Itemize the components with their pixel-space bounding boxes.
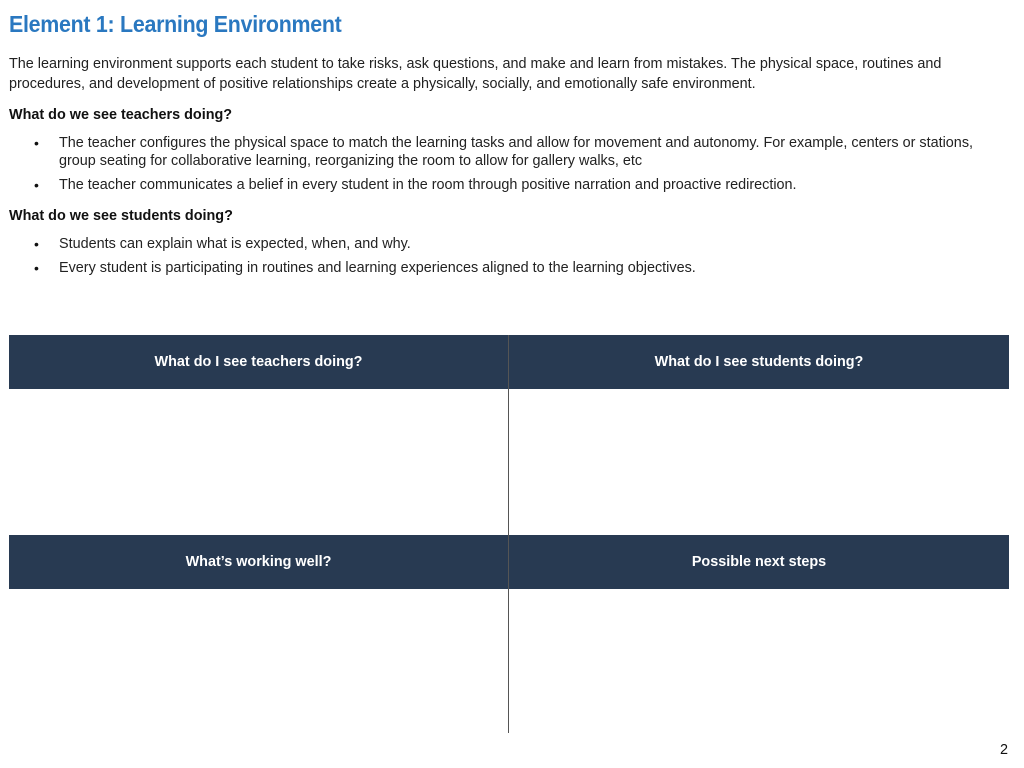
page-number: 2 xyxy=(999,742,1008,758)
bullet-text: The teacher communicates a belief in every student in the room through positive narration and proactive redirection. xyxy=(59,177,797,193)
observation-table xyxy=(9,335,1009,733)
bullet-icon: • xyxy=(34,135,39,151)
bullet-text: Every student is participating in routines and learning experiences aligned to the learning objectives. xyxy=(59,260,696,276)
page-title: Element 1: Learning Environment xyxy=(9,11,342,37)
students-bullet-list xyxy=(0,235,1010,283)
teachers-section-heading: What do we see teachers doing? xyxy=(9,107,233,123)
column-divider xyxy=(508,335,509,733)
bullet-icon: • xyxy=(34,177,39,193)
bullet-text: Students can explain what is expected, when, and why. xyxy=(59,236,411,252)
header-working-well: What’s working well? xyxy=(9,535,508,589)
header-teachers-observed: What do I see teachers doing? xyxy=(9,335,508,389)
bullet-text: The teacher configures the physical space to match the learning tasks and allow for movement and autonomy. For example, centers or stations, group seating for collaborative learning, reorganizing the room to allow for gallery walks, etc xyxy=(59,135,974,169)
list-item xyxy=(0,134,1010,170)
students-observed-cell[interactable] xyxy=(509,389,1009,535)
teachers-observed-cell[interactable] xyxy=(9,389,508,535)
students-section-heading: What do we see students doing? xyxy=(9,208,233,224)
teachers-bullet-list xyxy=(0,134,1010,200)
next-steps-cell[interactable] xyxy=(509,589,1009,733)
intro-paragraph: The learning environment supports each student to take risks, ask questions, and make and learn from mistakes. The physical space, routines and procedures, and development of positive relationships create a physically, socially, and emotionally safe environment. xyxy=(9,56,942,92)
header-next-steps: Possible next steps xyxy=(509,535,1009,589)
list-item xyxy=(0,235,1010,253)
bullet-icon: • xyxy=(34,236,39,252)
header-students-observed: What do I see students doing? xyxy=(509,335,1009,389)
bullet-icon: • xyxy=(34,260,39,276)
list-item xyxy=(0,259,1010,277)
working-well-cell[interactable] xyxy=(9,589,508,733)
list-item xyxy=(0,176,1010,194)
